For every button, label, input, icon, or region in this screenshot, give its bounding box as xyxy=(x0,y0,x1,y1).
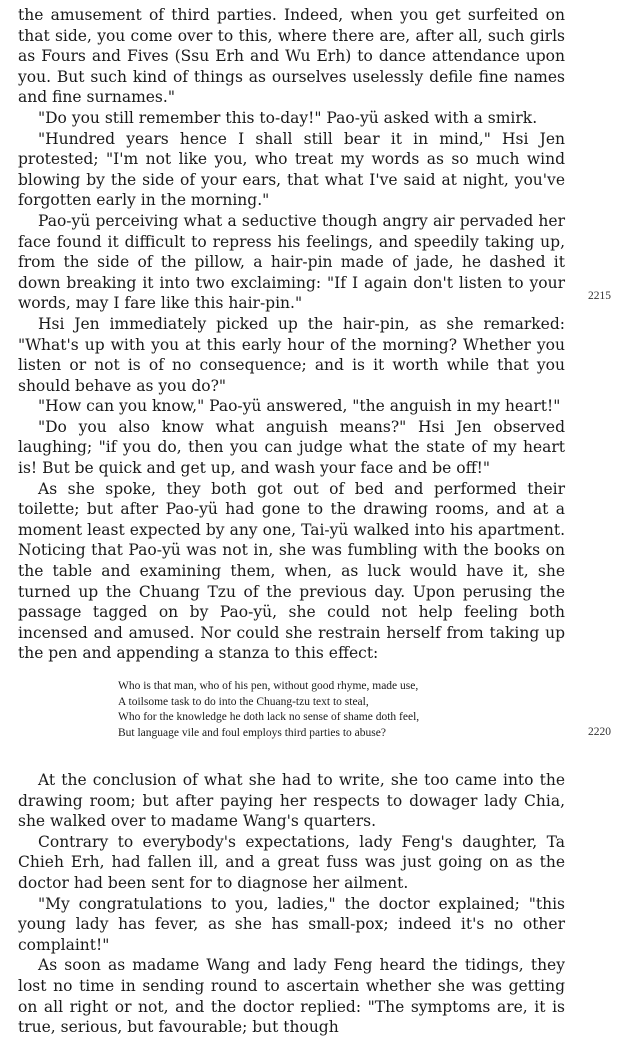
verse-line: But language vile and foul employs third parties to abuse? xyxy=(118,726,386,739)
paragraph: Pao-yü perceiving what a seductive though angry air pervaded her face found it difficult to repress his feelings, and speedily taking up, from the side of the pillow, a hair-pin made of jade, he dashed it down breaking it into two exclaiming: "If I again don't listen to your words, may I fare like this hair-pin." xyxy=(18,211,565,313)
paragraph: "Do you also know what anguish means?" Hsi Jen observed laughing; "if you do, then you can judge what the state of my heart is! But be quick and get up, and wash your face and be off!" xyxy=(18,417,565,478)
line-number: 2220 xyxy=(588,726,611,738)
line-number: 2215 xyxy=(588,290,611,302)
paragraph: Contrary to everybody's expectations, lady Feng's daughter, Ta Chieh Erh, had fallen ill, and a great fuss was just going on as the doctor had been sent for to diagnose her ailment. xyxy=(18,832,565,892)
paragraph: Hsi Jen immediately picked up the hair-pin, as she remarked: "What's up with you at this early hour of the morning? Whether you listen or not is of no consequence; and is it worth while that you should behave as you do?" xyxy=(18,314,565,395)
body-text xyxy=(18,5,565,1038)
paragraph: "Do you still remember this to-day!" Pao-yü asked with a smirk. xyxy=(38,108,538,127)
verse-line: A toilsome task to do into the Chuang-tzu text to steal, xyxy=(118,695,369,708)
paragraph: As she spoke, they both got out of bed and performed their toilette; but after Pao-yü had gone to the drawing rooms, and at a moment least expected by any one, Tai-yü walked into his apartment. Noticing that Pao-yü was not in, she was fumbling with the books on the table and examining them, when, as luck would have it, she turned up the Chuang Tzu of the previous day. Upon perusing the passage tagged on by Pao-yü, she could not help feeling both incensed and amused. Nor could she restrain herself from taking up the pen and appending a stanza to this effect: xyxy=(18,479,565,663)
paragraph: As soon as madame Wang and lady Feng heard the tidings, they lost no time in sending round to ascertain whether she was getting on all right or not, and the doctor replied: "The symptoms are, it is true, serious, but favourable; but though xyxy=(18,956,565,1037)
paragraph: "Hundred years hence I shall still bear it in mind," Hsi Jen protested; "I'm not like you, who treat my words as so much wind blowing by the side of your ears, that what I've said at night, you've forgotten early in the morning." xyxy=(18,129,565,210)
verse-stanza xyxy=(118,679,565,741)
paragraph: the amusement of third parties. Indeed, when you get surfeited on that side, you come over to this, where there are, after all, such girls as Fours and Fives (Ssu Erh and Wu Erh) to dance attendance upon you. But such kind of things as ourselves uselessly defile fine names and fine surnames." xyxy=(18,6,565,107)
verse-line: Who is that man, who of his pen, without good rhyme, made use, xyxy=(118,680,419,692)
paragraph: "How can you know," Pao-yü answered, "the anguish in my heart!" xyxy=(38,397,561,416)
paragraph: "My congratulations to you, ladies," the doctor explained; "this young lady has fever, as she has small-pox; indeed it's no other complaint!" xyxy=(18,894,565,954)
paragraph: At the conclusion of what she had to write, she too came into the drawing room; but after paying her respects to dowager lady Chia, she walked over to madame Wang's quarters. xyxy=(18,771,565,831)
verse-line: Who for the knowledge he doth lack no sense of shame doth feel, xyxy=(118,711,420,723)
